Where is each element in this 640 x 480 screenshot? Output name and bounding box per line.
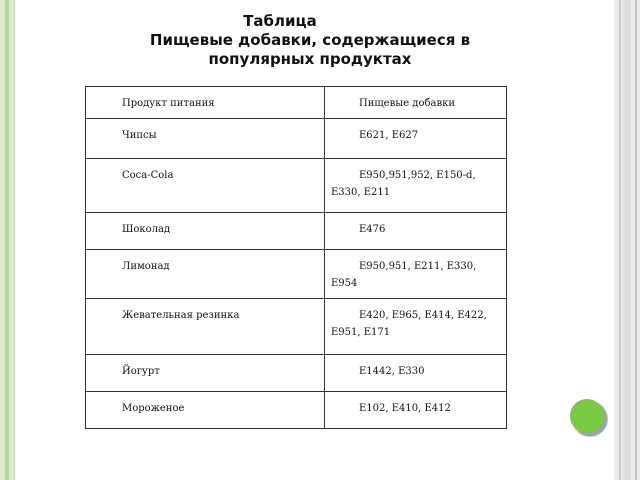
cell-additives bbox=[325, 392, 507, 429]
page-title bbox=[0, 12, 620, 69]
cell-product: Шоколад bbox=[86, 213, 325, 250]
cell-additives-text: Е950,951, Е211, Е330, Е954 bbox=[331, 261, 477, 289]
title-line-3: популярных продуктах bbox=[208, 50, 412, 68]
cell-additives-text: Е950,951,952, Е150-d, Е330, Е211 bbox=[331, 170, 476, 198]
cell-additives bbox=[325, 355, 507, 392]
cell-additives bbox=[325, 119, 507, 159]
cell-additives bbox=[325, 250, 507, 299]
cell-product: Жевательная резинка bbox=[86, 299, 325, 355]
cell-additives bbox=[325, 159, 507, 213]
green-circle-icon bbox=[570, 399, 604, 433]
title-line-2: Пищевые добавки, содержащиеся в bbox=[149, 31, 471, 49]
cell-additives-text: Е102, Е410, Е412 bbox=[359, 403, 451, 414]
title-line-1: Таблица bbox=[243, 12, 317, 30]
table-row bbox=[86, 392, 507, 429]
header-additives bbox=[325, 87, 507, 119]
left-frame-stripe bbox=[5, 0, 9, 480]
table-row bbox=[86, 213, 507, 250]
table-row bbox=[86, 119, 507, 159]
cell-product: Coca-Cola bbox=[86, 159, 325, 213]
right-frame-line bbox=[623, 0, 631, 480]
additives-table bbox=[85, 86, 507, 429]
table-row bbox=[86, 159, 507, 213]
left-frame-decoration bbox=[0, 0, 15, 480]
table-row bbox=[86, 299, 507, 355]
right-frame-line bbox=[619, 0, 621, 480]
table-header-row bbox=[86, 87, 507, 119]
cell-additives-text: Е621, Е627 bbox=[359, 130, 419, 141]
table-row bbox=[86, 355, 507, 392]
table-row bbox=[86, 250, 507, 299]
cell-product: Мороженое bbox=[86, 392, 325, 429]
cell-additives bbox=[325, 299, 507, 355]
header-additives-label: Пищевые добавки bbox=[359, 98, 455, 109]
cell-additives-text: Е420, Е965, Е414, Е422, Е951, Е171 bbox=[331, 310, 487, 338]
cell-additives bbox=[325, 213, 507, 250]
right-frame-line bbox=[635, 0, 637, 480]
cell-product: Йогурт bbox=[86, 355, 325, 392]
cell-product: Лимонад bbox=[86, 250, 325, 299]
header-product: Продукт питания bbox=[86, 87, 325, 119]
cell-additives-text: Е1442, Е330 bbox=[359, 366, 425, 377]
cell-additives-text: Е476 bbox=[359, 224, 386, 235]
cell-product: Чипсы bbox=[86, 119, 325, 159]
